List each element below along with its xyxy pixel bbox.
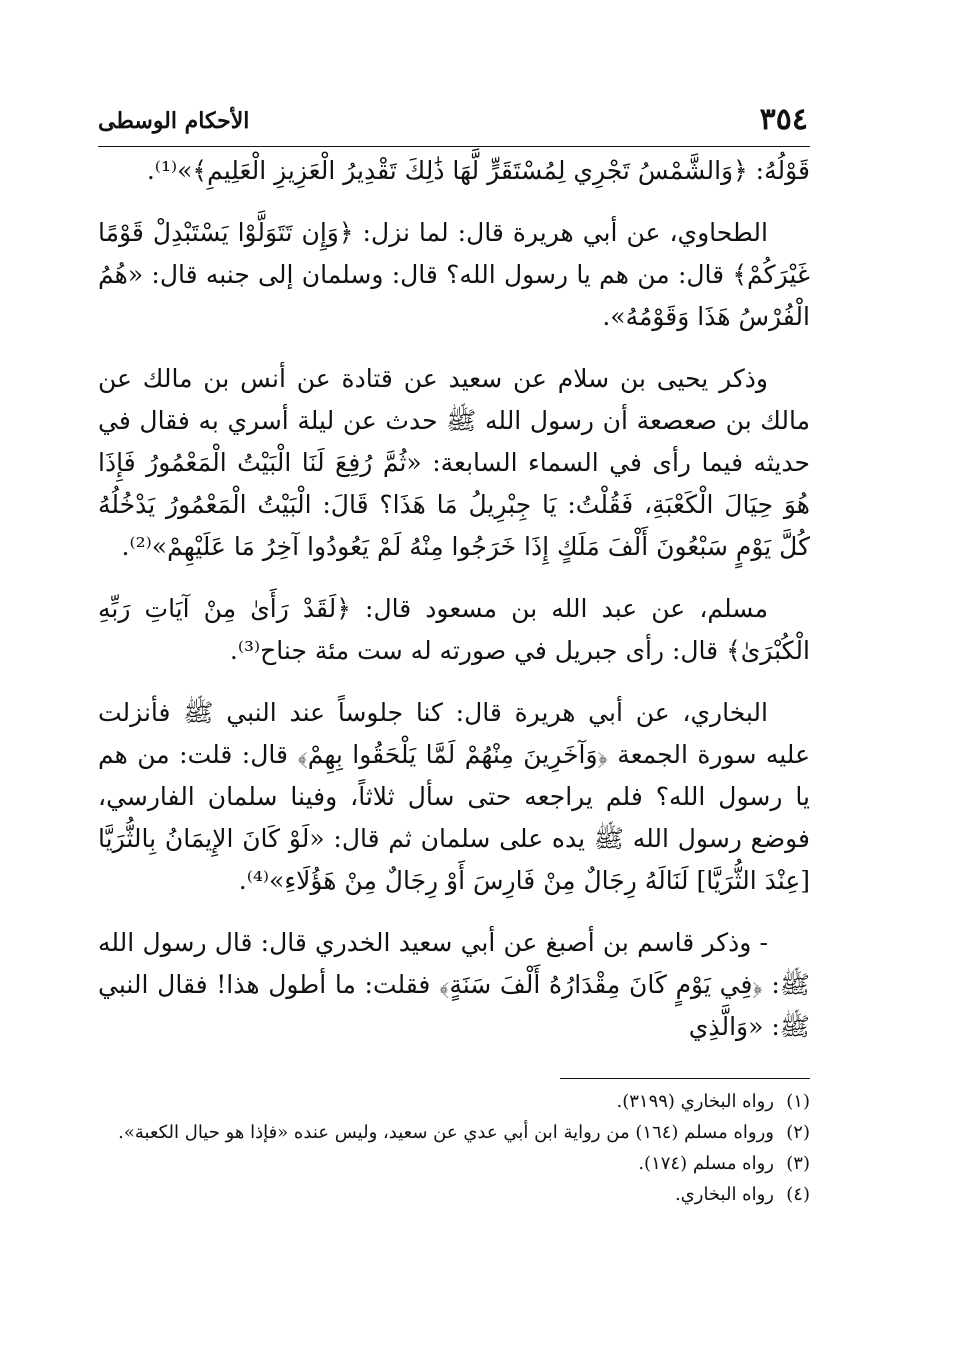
footnote-item: [98, 1086, 810, 1117]
footnote-text: ورواه مسلم (١٦٤) من رواية ابن أبي عدي عن سعيد، وليس عنده «فإذا هو حيال الكعبة».: [118, 1122, 774, 1143]
footnote-divider: [560, 1078, 810, 1079]
footnote-number: (٣): [786, 1153, 810, 1174]
footnote-text: رواه مسلم (١٧٤).: [638, 1153, 774, 1174]
paragraph: البخاري، عن أبي هريرة قال: كنا جلوساً عند النبي ﷺ فأنزلت عليه سورة الجمعة ﴿وَآخَرِينَ مِنْهُمْ لَمَّا يَلْحَقُوا بِهِمْ﴾ قال: قلت: من هم يا رسول الله؟ فلم يراجعه حتى سأل ثلاثاً، وفينا سلمان الفارسي، فوضع رسول الله ﷺ يده على سلمان ثم قال: «لَوْ كَانَ الإِيمَانُ بِالثُّرَيَّا [عِنْدَ الثُّرَيَّا] لَنَالَهُ رِجَالٌ مِنْ فَارِسَ أَوْ رِجَالٌ مِنْ هَؤُلَاءِ»⁽⁴⁾.: [98, 698, 810, 895]
page-header: [98, 96, 810, 147]
footnote-number: (٢): [786, 1122, 810, 1143]
running-title: الأحكام الوسطى: [98, 108, 250, 134]
footnote-item: [98, 1148, 810, 1179]
paragraph: الطحاوي، عن أبي هريرة قال: لما نزل: ﴿وَإِن تَتَوَلَّوْا يَسْتَبْدِلْ قَوْمًا غَيْرَكُمْ﴾ قال: من هم يا رسول الله؟ قال: وسلمان إلى جنبه قال: «هُمُ الْفُرْسُ هَذَا وَقَوْمُهُ».: [98, 218, 810, 331]
footnote-item: [98, 1179, 810, 1210]
main-text: [98, 150, 810, 1068]
footnote-text: رواه البخاري.: [674, 1184, 774, 1205]
footnotes: [98, 1086, 810, 1210]
paragraph: مسلم، عن عبد الله بن مسعود قال: ﴿لَقَدْ رَأَىٰ مِنْ آيَاتِ رَبِّهِ الْكُبْرَىٰ﴾ قال: رأى جبريل في صورته له ست مئة جناح⁽³⁾.: [98, 594, 810, 665]
footnote-item: [98, 1117, 810, 1148]
footnote-number: (٤): [786, 1184, 810, 1205]
footnote-number: (١): [786, 1091, 810, 1112]
page-number: ٣٥٤: [759, 102, 808, 137]
footnote-text: رواه البخاري (٣١٩٩).: [616, 1091, 774, 1112]
paragraph: - وذكر قاسم بن أصبغ عن أبي سعيد الخدري قال: قال رسول الله ﷺ: ﴿فِي يَوْمٍ كَانَ مِقْدَارُهُ أَلْفَ سَنَةٍ﴾ فقلت: ما أطول هذا! فقال النبي ﷺ: «وَالَّذِي: [98, 928, 810, 1041]
paragraph: وذكر يحيى بن سلام عن سعيد عن قتادة عن أنس بن مالك عن مالك بن صعصعة أن رسول الله ﷺ حدث عن ليلة أسري به فقال في حديثه فيما رأى في السماء السابعة: «ثُمَّ رُفِعَ لَنَا الْبَيْتُ الْمَعْمُورُ فَإِذَا هُوَ حِيَالَ الْكَعْبَةِ، فَقُلْتُ: يَا جِبْرِيلُ مَا هَذَا؟ قَالَ: الْبَيْتُ الْمَعْمُورُ يَدْخُلُهُ كُلَّ يَوْمٍ سَبْعُونَ أَلْفَ مَلَكٍ إِذَا خَرَجُوا مِنْهُ لَمْ يَعُودُوا آخِرُ مَا عَلَيْهِمْ»⁽²⁾.: [98, 364, 810, 561]
paragraph: قَوْلُهُ: ﴿وَالشَّمْسُ تَجْرِي لِمُسْتَقَرٍّ لَّهَا ذَٰلِكَ تَقْدِيرُ الْعَزِيزِ الْعَلِيمِ﴾»⁽¹⁾.: [146, 156, 810, 185]
